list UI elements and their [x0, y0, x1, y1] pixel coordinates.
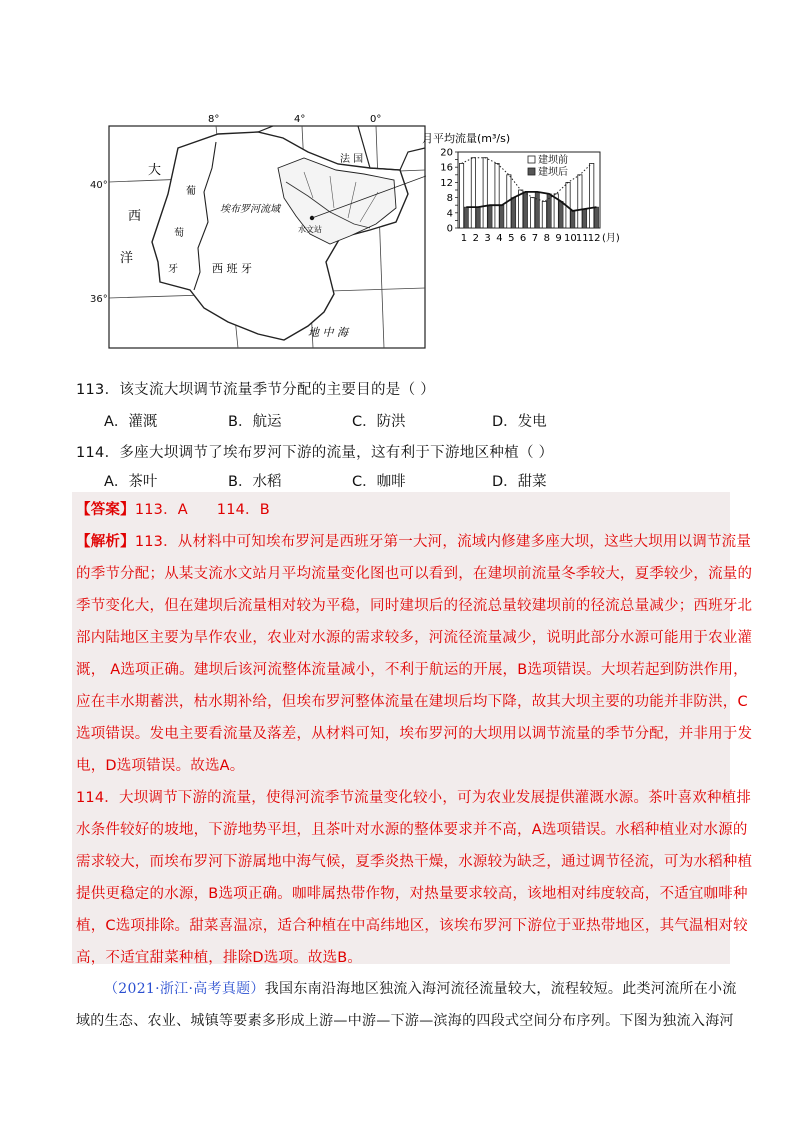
bar-after — [476, 207, 480, 228]
atlantic-char-3: 洋 — [120, 251, 134, 266]
lon-label-8: 8° — [208, 114, 220, 125]
question-114-option-a: A．茶叶 — [104, 474, 158, 490]
analysis-line-8: 电，D选项错误。故选A。 — [76, 758, 245, 774]
x-tick-label: 6 — [519, 233, 527, 244]
legend-swatch-before — [528, 156, 535, 163]
bar-before — [459, 163, 463, 228]
x-tick-label: 8 — [543, 233, 550, 244]
question-113-stem: 113．该支流大坝调节流量季节分配的主要目的是（ ） — [76, 382, 436, 398]
answer-text: 113．A 114．B — [134, 502, 270, 518]
legend-label-before: 建坝前 — [538, 155, 568, 166]
atlantic-char-1: 大 — [148, 163, 162, 178]
y-tick-label: 8 — [446, 193, 453, 205]
bar-after — [511, 198, 515, 228]
x-tick-label: 5 — [508, 233, 515, 244]
next-question-text-1: 我国东南沿海地区独流入海河流径流量较大，流程较短。此类河流所在小流 — [264, 981, 737, 997]
question-114-option-c: C．咖啡 — [352, 474, 406, 490]
analysis-line-5: 溉， A选项正确。建坝后该河流整体流量减小，不利于航运的开展，B选项错误。大坝若起到防洪作用， — [76, 662, 748, 678]
portugal-char-2: 萄 — [174, 228, 184, 239]
next-question-line-1 — [104, 978, 737, 998]
analysis-text-1: 113．从材料中可知埃布罗河是西班牙第一大河，流域内修建多座大坝，这些大坝用以调节流量 — [134, 534, 752, 550]
bar-after — [571, 211, 575, 228]
bar-before — [495, 163, 499, 228]
lon-label-0: 0° — [370, 114, 382, 125]
analysis-line-2: 的季节分配；从某支流水文站月平均流量变化图也可以看到，在建坝前流量冬季较大，夏季较少，流量的 — [76, 566, 753, 582]
analysis-label: 【解析】 — [76, 534, 135, 550]
bar-after — [464, 207, 468, 228]
lat-label-36: 36° — [90, 294, 108, 305]
x-tick-label: 10 — [564, 233, 577, 244]
chart-title: 月平均流量(m³/s) — [422, 132, 511, 145]
analysis-line-7: 选项错误。发电主要看流量及落差，从材料可知，埃布罗河的大坝用以调节流量的季节分配，并非用于发 — [76, 726, 753, 742]
x-tick-label: 1 — [460, 233, 468, 244]
analysis-line-1 — [76, 530, 751, 551]
bar-after — [594, 207, 598, 228]
bar-after — [500, 205, 504, 228]
bar-after — [488, 205, 492, 228]
question-source: （2021·浙江·高考真题） — [104, 981, 265, 997]
question-114-option-d: D．甜菜 — [492, 474, 547, 490]
analysis-line-4: 部内陆地区主要为旱作农业，农业对水源的需求较多，河流径流量减少，说明此部分水源可能用于农业灌 — [76, 630, 753, 646]
france-label: 法 国 — [340, 154, 364, 165]
y-tick-label: 20 — [440, 147, 453, 159]
bar-before — [471, 158, 475, 228]
atlantic-char-2: 西 — [128, 209, 142, 224]
bar-before — [542, 201, 546, 228]
x-tick-label: 9 — [555, 233, 562, 244]
next-question-line-2: 域的生态、农业、城镇等要素多形成上游—中游—下游—滨海的四段式空间分布序列。下图为独流入海河 — [76, 1013, 734, 1029]
analysis-line-13: 植，C选项排除。甜菜喜温凉，适合种植在中高纬地区，该埃布罗河下游位于亚热带地区，其气温相对较 — [76, 918, 748, 934]
mediterranean-label: 地 中 海 — [308, 326, 348, 339]
basin-label: 埃布罗河流域 — [220, 204, 280, 215]
lat-label-40: 40° — [90, 180, 108, 191]
spain-map — [108, 112, 426, 350]
bar-after — [523, 192, 527, 228]
x-tick-label: 3 — [484, 233, 491, 244]
question-113-option-b: B．航运 — [228, 414, 282, 430]
analysis-line-3: 季节变化大，但在建坝后流量相对较为平稳，同时建坝后的径流总量较建坝前的径流总量减少；西班牙北 — [76, 598, 753, 614]
x-tick-label: 12 — [587, 233, 601, 244]
x-tick-label: 2 — [472, 233, 479, 244]
y-tick-label: 0 — [446, 223, 453, 235]
x-tick-label: 11 — [575, 233, 589, 244]
bar-before — [590, 163, 594, 228]
question-114-option-b: B．水稻 — [228, 474, 282, 490]
portugal-char-1: 葡 — [186, 186, 196, 197]
legend-label-after: 建坝后 — [538, 167, 568, 178]
bar-after — [559, 201, 563, 228]
analysis-line-14: 高，不适宜甜菜种植，排除D选项。故选B。 — [76, 950, 363, 966]
analysis-line-12: 提供更稳定的水源，B选项正确。咖啡属热带作物，对热量要求较高，该地相对纬度较高，不适宜咖啡种 — [76, 886, 748, 902]
x-tick-label: 7 — [531, 233, 539, 244]
bar-before — [578, 175, 582, 228]
spain-label: 西 班 牙 — [212, 262, 252, 275]
question-113-option-a: A．灌溉 — [104, 414, 158, 430]
answer-line — [76, 498, 270, 519]
bar-before — [483, 158, 487, 228]
x-axis-unit: (月) — [602, 233, 620, 244]
analysis-line-10: 水条件较好的坡地，下游地势平坦，且茶叶对水源的整体要求并不高，A选项错误。水稻种植业对水源的 — [76, 822, 748, 838]
question-114-stem: 114．多座大坝调节了埃布罗河下游的流量，这有利于下游地区种植（ ） — [76, 445, 554, 461]
question-113-option-d: D．发电 — [492, 414, 547, 430]
bar-after — [535, 192, 539, 228]
analysis-line-11: 需求较大，而埃布罗河下游属地中海气候，夏季炎热干燥，水源较为缺乏，通过调节径流，可为水稻种植 — [76, 854, 753, 870]
answer-label: 【答案】 — [76, 502, 135, 518]
analysis-line-6: 应在丰水期蓄洪，枯水期补给，但埃布罗河整体流量在建坝后均下降，故其大坝主要的功能并非防洪，C — [76, 694, 748, 710]
portugal-char-3: 牙 — [168, 264, 178, 275]
question-113-option-c: C．防洪 — [352, 414, 406, 430]
legend-swatch-after — [528, 168, 535, 175]
x-tick-label: 4 — [496, 233, 503, 244]
y-tick-label: 4 — [446, 208, 453, 220]
y-tick-label: 12 — [440, 177, 453, 189]
station-label: 水文站 — [298, 225, 322, 234]
bar-after — [582, 209, 586, 228]
flow-chart — [420, 128, 630, 268]
analysis-line-9: 114．大坝调节下游的流量，使得河流季节流量变化较小，可为农业发展提供灌溉水源。茶叶喜欢种植排 — [76, 790, 752, 806]
bar-before — [530, 198, 534, 228]
lon-label-4: 4° — [294, 114, 306, 125]
y-tick-label: 16 — [440, 162, 453, 174]
